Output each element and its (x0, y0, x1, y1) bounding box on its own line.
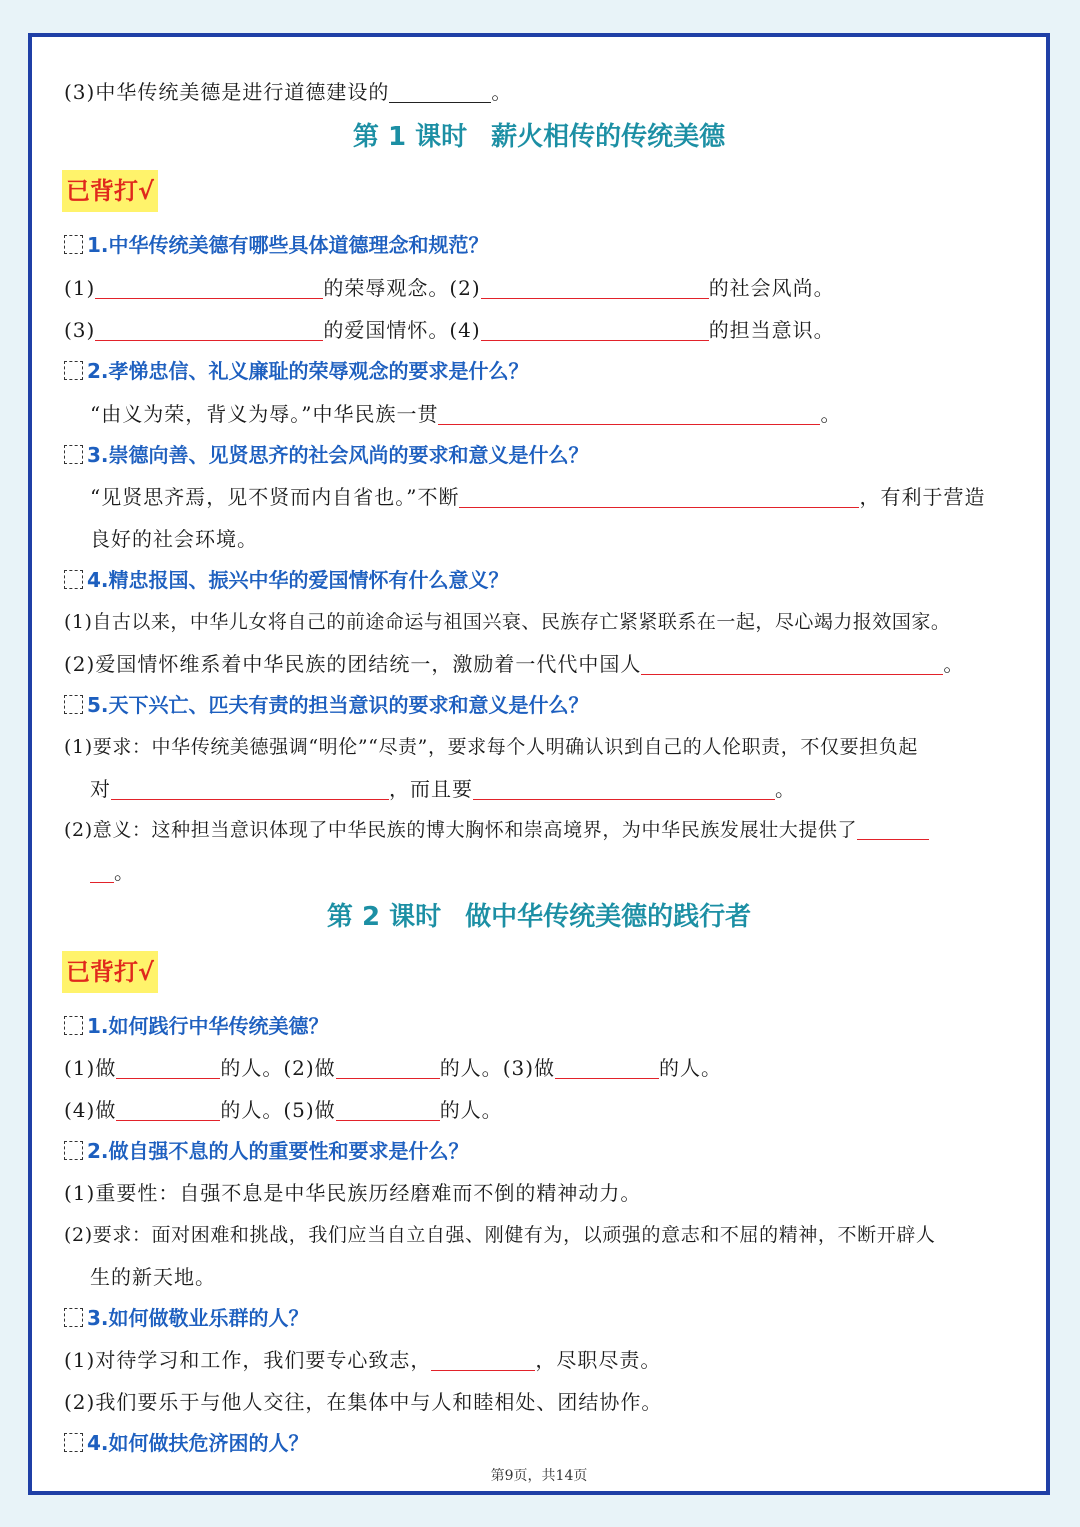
answer-row (64, 1051, 1016, 1085)
worksheet-page (28, 33, 1050, 1495)
answer-row (64, 1385, 1016, 1419)
checkbox[interactable] (64, 445, 83, 464)
answer-row (90, 772, 1016, 806)
question-title: 4.如何做扶危济困的人？ (87, 1431, 309, 1455)
answer-row (90, 522, 1016, 556)
blank[interactable] (95, 276, 323, 299)
answer-text: (2)要求：面对困难和挑战，我们应当自立自强、刚健有为，以顽强的意志和不屈的精神，不断开辟人 (64, 1224, 936, 1246)
lesson2-name: 做中华传统美德的践行者 (465, 902, 752, 932)
blank[interactable] (438, 402, 820, 425)
blank[interactable] (459, 485, 859, 508)
answer-text: 生的新天地。 (90, 1265, 216, 1289)
answer-row (64, 1218, 1016, 1252)
blank[interactable] (336, 1098, 440, 1121)
answer-row (64, 1176, 1016, 1210)
top-item-end: 。 (491, 80, 513, 104)
answer-row (64, 813, 1016, 847)
blank[interactable] (641, 652, 943, 675)
lesson1-title (32, 117, 1046, 157)
blank[interactable] (857, 817, 929, 840)
answer-row (64, 1343, 1016, 1377)
blank[interactable] (116, 1056, 220, 1079)
lesson2-title (32, 897, 1046, 937)
answer-text: ，尽职尽责。 (535, 1348, 662, 1372)
question-title: 1.中华传统美德有哪些具体道德理念和规范？ (87, 233, 489, 257)
answer-text: 的人。 (220, 1098, 284, 1122)
blank[interactable] (336, 1056, 440, 1079)
answer-row (64, 271, 1016, 305)
answer-row (90, 480, 1016, 514)
question-3 (64, 1301, 1016, 1335)
checkbox[interactable] (64, 235, 83, 254)
answer-text: 的人。 (439, 1098, 503, 1122)
top-item-text: (3)中华传统美德是进行道德建设的 (64, 80, 390, 104)
answer-text: 。 (820, 402, 842, 426)
recited-badge: 已背打√ (62, 951, 158, 993)
blank[interactable] (389, 80, 491, 103)
checkbox[interactable] (64, 1016, 83, 1035)
item-number: (1) (64, 276, 96, 300)
question-title: 1.如何践行中华传统美德？ (87, 1014, 329, 1038)
answer-row (64, 647, 1016, 681)
question-title: 3.崇德向善、见贤思齐的社会风尚的要求和意义是什么？ (87, 443, 589, 467)
question-2 (64, 1134, 1016, 1168)
answer-text: ，而且要 (389, 777, 473, 801)
answer-text: 的人。 (659, 1056, 723, 1080)
blank[interactable] (90, 860, 114, 883)
answer-text: “由义为荣，背义为辱。”中华民族一贯 (90, 402, 439, 426)
checkbox[interactable] (64, 361, 83, 380)
answer-text: 对 (90, 777, 111, 801)
question-2 (64, 354, 1016, 388)
question-title: 3.如何做敬业乐群的人？ (87, 1306, 309, 1330)
answer-text: (1)对待学习和工作，我们要专心致志， (64, 1348, 432, 1372)
answer-text: ，有利于营造 (859, 485, 986, 509)
checkbox[interactable] (64, 695, 83, 714)
answer-row (90, 397, 1016, 431)
answer-text: (4)做 (64, 1098, 117, 1122)
question-3 (64, 438, 1016, 472)
answer-text: 良好的社会环境。 (90, 527, 258, 551)
answer-text: (1)做 (64, 1056, 117, 1080)
question-title: 2.孝悌忠信、礼义廉耻的荣辱观念的要求是什么？ (87, 359, 529, 383)
lesson1-name: 薪火相传的传统美德 (491, 122, 726, 152)
question-5 (64, 688, 1016, 722)
blank[interactable] (481, 276, 709, 299)
checkbox[interactable] (64, 1141, 83, 1160)
blank[interactable] (431, 1348, 535, 1371)
answer-text: 的荣辱观念。 (323, 276, 450, 300)
answer-row (90, 855, 1016, 889)
item-number: (2) (449, 276, 481, 300)
answer-text: (2)爱国情怀维系着中华民族的团结统一，激励着一代代中国人 (64, 652, 642, 676)
answer-text: (2)我们要乐于与他人交往，在集体中与人和睦相处、团结协作。 (64, 1390, 663, 1414)
recited-badge: 已背打√ (62, 170, 158, 212)
answer-text: (1)自古以来，中华儿女将自己的前途命运与祖国兴衰、民族存亡紧紧联系在一起，尽心竭力报效国家。 (64, 611, 951, 633)
blank[interactable] (555, 1056, 659, 1079)
item-number: (4) (449, 318, 481, 342)
question-title: 5.天下兴亡、匹夫有责的担当意识的要求和意义是什么？ (87, 693, 589, 717)
item-number: (3) (64, 318, 96, 342)
answer-text: 。 (943, 652, 965, 676)
checkbox[interactable] (64, 570, 83, 589)
answer-text: (2)意义：这种担当意识体现了中华民族的博大胸怀和崇高境界，为中华民族发展壮大提供了 (64, 819, 858, 841)
question-title: 4.精忠报国、振兴中华的爱国情怀有什么意义？ (87, 568, 509, 592)
blank[interactable] (111, 777, 389, 800)
answer-text: 的人。 (220, 1056, 284, 1080)
question-4 (64, 1426, 1016, 1460)
answer-text: 的社会风尚。 (708, 276, 835, 300)
answer-row (64, 605, 1016, 639)
lesson2-number: 第 2 课时 (326, 902, 442, 932)
top-item (64, 75, 1016, 109)
answer-row (64, 313, 1016, 347)
question-title: 2.做自强不息的人的重要性和要求是什么？ (87, 1139, 469, 1163)
question-4 (64, 563, 1016, 597)
question-1 (64, 1009, 1016, 1043)
answer-text: (3)做 (502, 1056, 556, 1080)
answer-text: 。 (775, 777, 796, 801)
checkbox[interactable] (64, 1308, 83, 1327)
page-number: 第9页，共14页 (490, 1468, 588, 1484)
answer-text: “见贤思齐焉，见不贤而内自省也。”不断 (90, 485, 460, 509)
blank[interactable] (473, 777, 775, 800)
question-1 (64, 228, 1016, 262)
answer-row (64, 1093, 1016, 1127)
answer-text: (1)重要性：自强不息是中华民族历经磨难而不倒的精神动力。 (64, 1181, 642, 1205)
answer-row (64, 730, 1016, 764)
answer-text: 的担当意识。 (708, 318, 835, 342)
answer-text: 的人。 (439, 1056, 503, 1080)
answer-text: 的爱国情怀。 (323, 318, 450, 342)
answer-row (90, 1260, 1016, 1294)
answer-text: (5)做 (283, 1098, 336, 1122)
blank[interactable] (481, 318, 709, 341)
answer-text: (1)要求：中华传统美德强调“明伦”“尽责”，要求每个人明确认识到自己的人伦职责，不仅要担负起 (64, 736, 918, 758)
checkbox[interactable] (64, 1433, 83, 1452)
answer-text: (2)做 (283, 1056, 336, 1080)
lesson1-number: 第 1 课时 (352, 122, 468, 152)
answer-text: 。 (114, 860, 135, 884)
blank[interactable] (95, 318, 323, 341)
blank[interactable] (116, 1098, 220, 1121)
